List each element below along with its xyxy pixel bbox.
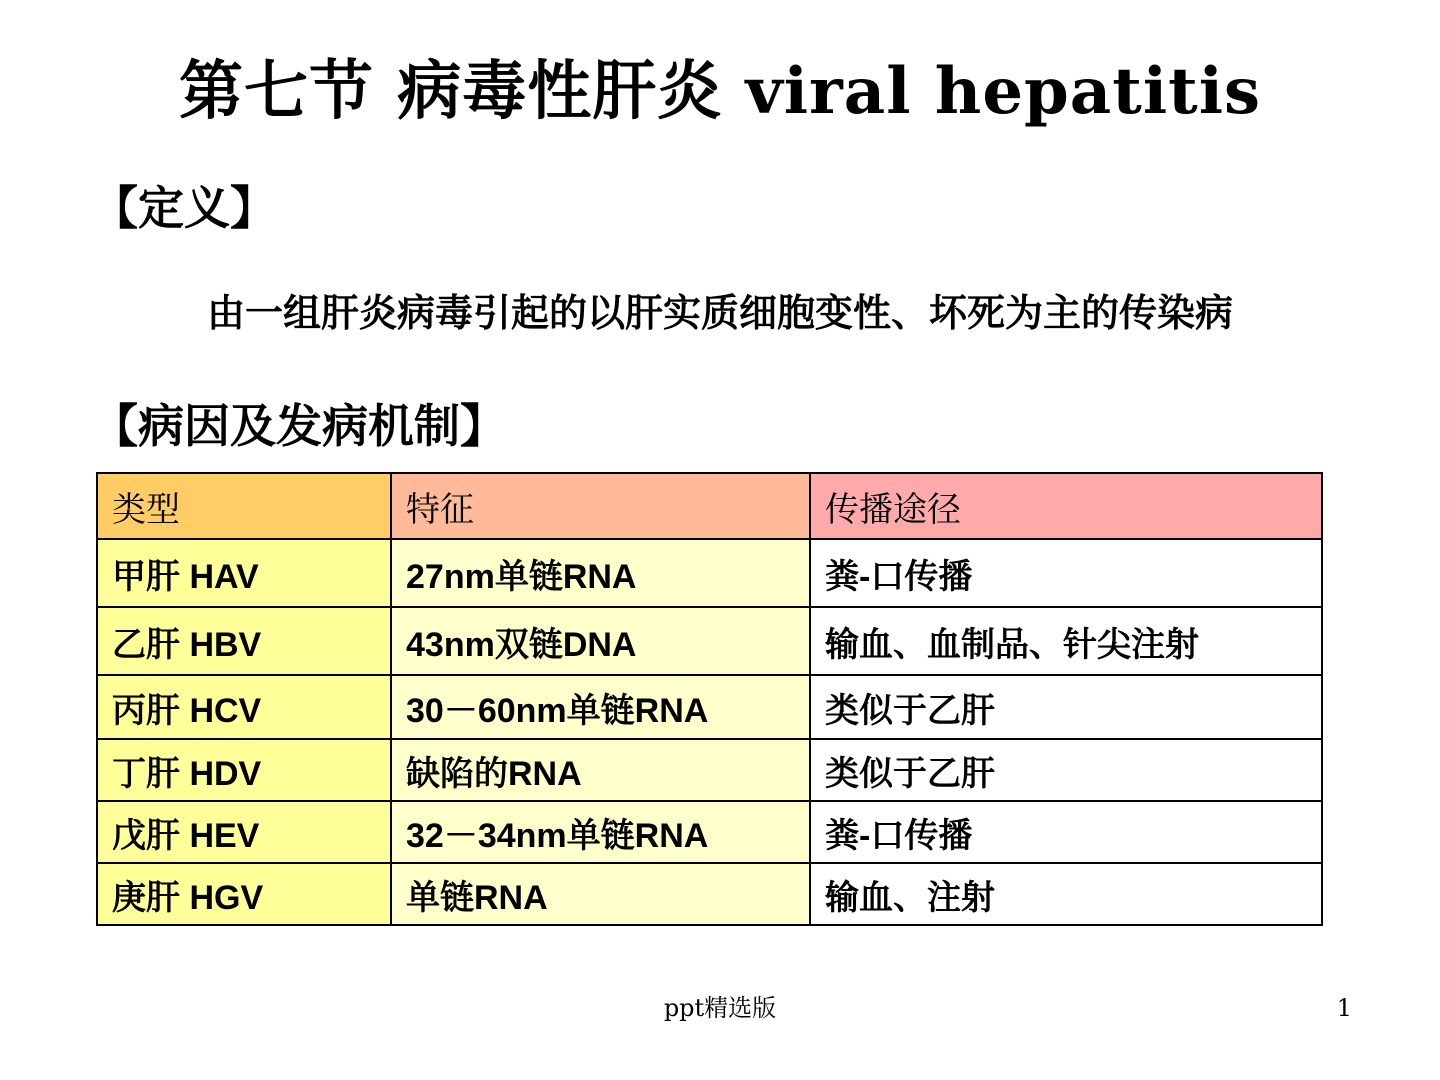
table-row bbox=[97, 801, 1322, 863]
cell-type: 戊肝 HEV bbox=[97, 801, 391, 863]
cell-route: 粪-口传播 bbox=[810, 539, 1322, 607]
definition-heading: 【定义】 bbox=[92, 181, 276, 235]
cell-type: 丙肝 HCV bbox=[97, 675, 391, 739]
footer-text: ppt精选版 bbox=[663, 994, 777, 1022]
cell-feature: 32－34nm单链RNA bbox=[391, 801, 810, 863]
header-route: 传播途径 bbox=[810, 473, 1322, 539]
cell-route: 粪-口传播 bbox=[810, 801, 1322, 863]
table-row bbox=[97, 539, 1322, 607]
table-row bbox=[97, 675, 1322, 739]
header-feature: 特征 bbox=[391, 473, 810, 539]
cell-feature: 27nm单链RNA bbox=[391, 539, 810, 607]
table-header-row bbox=[97, 473, 1322, 539]
table-row bbox=[97, 739, 1322, 801]
cell-feature: 43nm双链DNA bbox=[391, 607, 810, 675]
definition-text: 由一组肝炎病毒引起的以肝实质细胞变性、坏死为主的传染病 bbox=[206, 291, 1233, 335]
hepatitis-virus-table bbox=[96, 472, 1323, 926]
cell-route: 输血、血制品、针尖注射 bbox=[810, 607, 1322, 675]
cell-type: 甲肝 HAV bbox=[97, 539, 391, 607]
table-row bbox=[97, 863, 1322, 925]
page-number: 1 bbox=[1336, 994, 1352, 1022]
cell-type: 庚肝 HGV bbox=[97, 863, 391, 925]
slide-title: 第七节 病毒性肝炎 viral hepatitis bbox=[178, 54, 1262, 129]
header-type: 类型 bbox=[97, 473, 391, 539]
cell-route: 类似于乙肝 bbox=[810, 739, 1322, 801]
cell-feature: 单链RNA bbox=[391, 863, 810, 925]
cell-route: 类似于乙肝 bbox=[810, 675, 1322, 739]
cell-type: 乙肝 HBV bbox=[97, 607, 391, 675]
cell-type: 丁肝 HDV bbox=[97, 739, 391, 801]
etiology-heading: 【病因及发病机制】 bbox=[92, 399, 506, 453]
cell-feature: 30－60nm单链RNA bbox=[391, 675, 810, 739]
table-row bbox=[97, 607, 1322, 675]
cell-route: 输血、注射 bbox=[810, 863, 1322, 925]
cell-feature: 缺陷的RNA bbox=[391, 739, 810, 801]
